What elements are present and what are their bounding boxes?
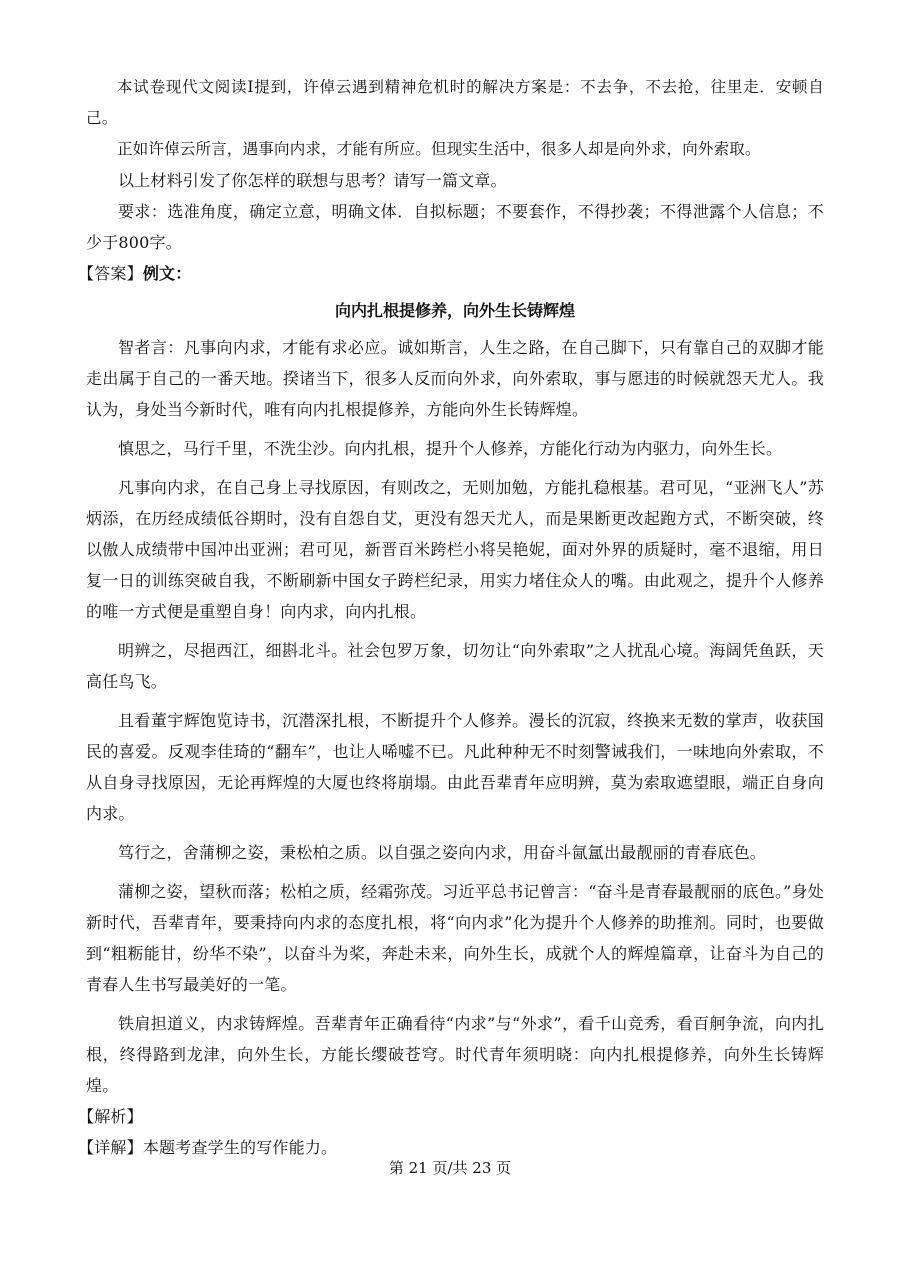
- essay-paragraph: 蒲柳之姿，望秋而落；松柏之质，经霜弥茂。习近平总书记曾言：“奋斗是青春最靓丽的底色。”身处新时代，吾辈青年，要秉持向内求的态度扎根，将“向内求”化为提升个人修养的助推剂。同时，也要做到“粗粝能甘，纷华不染”，以奋斗为桨，奔赴未来，向外生长，成就个人的辉煌篇章，让奋斗为自己的青春人生书写最美好的一笔。: [86, 882, 824, 994]
- essay-paragraph: 凡事向内求，在自己身上寻找原因，有则改之，无则加勉，方能扎稳根基。君可见，“亚洲飞人”苏炳添，在历经成绩低谷期时，没有自怨自艾，更没有怨天尤人，而是果断更改起跑方式，不断突破，终以傲人成绩带中国冲出亚洲；君可见，新晋百米跨栏小将吴艳妮，面对外界的质疑时，毫不退缩，用日复一日的训练突破自我，不断刷新中国女子跨栏纪录，用实力堵住众人的嘴。由此观之，提升个人修养的唯一方式便是重塑自身！向内求，向内扎根。: [86, 478, 824, 621]
- essay-paragraph: 笃行之，舍蒲柳之姿，秉松柏之质。以自强之姿向内求，用奋斗氤氲出最靓丽的青春底色。: [118, 843, 767, 862]
- essay-paragraph: 智者言：凡事向内求，才能有求必应。诚如斯言，人生之路，在自己脚下，只有靠自己的双脚才能走出属于自己的一番天地。揆诸当下，很多人反而向外求，向外索取，事与愿违的时候就怨天尤人。我认为，身处当今新时代，唯有向内扎根提修养，方能向外生长铸辉煌。: [86, 338, 824, 419]
- essay-paragraph: 且看董宇辉饱览诗书，沉潜深扎根，不断提升个人修养。漫长的沉寂，终换来无数的掌声，收获国民的喜爱。反观李佳琦的“翻车”，也让人唏嘘不已。凡此种种无不时刻警诫我们，一味地向外索取，不从自身寻找原因，无论再辉煌的大厦也终将崩塌。由此吾辈青年应明辨，莫为索取遮望眼，端正自身向内求。: [86, 711, 824, 823]
- answer-label: 【答案】: [78, 264, 143, 283]
- essay-paragraph: 明辨之，尽挹西江，细斟北斗。社会包罗万象，切勿让“向外索取”之人扰乱心境。海阔凭鱼跃，天高任鸟飞。: [86, 641, 824, 691]
- document-page: [78, 72, 824, 1163]
- detail-text: 本题考查学生的写作能力。: [142, 1138, 338, 1157]
- essay-title: 向内扎根提修养，向外生长铸辉煌: [334, 301, 575, 320]
- answer-heading: [78, 258, 824, 289]
- prompt-paragraph-1: 本试卷现代文阅读Ⅰ提到，许倬云遇到精神危机时的解决方案是：不去争，不去抢，往里走．安顿自己。: [86, 78, 824, 127]
- page-footer: 第 21 页/共 23 页: [388, 1159, 512, 1177]
- essay-paragraph: 铁肩担道义，内求铸辉煌。吾辈青年正确看待“内求”与“外求”，看千山竞秀，看百舸争流，向内扎根，终得路到龙津，向外生长，方能长缨破苍穹。时代青年须明晓：向内扎根提修养，向外生长铸辉煌。: [86, 1014, 824, 1095]
- prompt-requirements: 要求：选准角度，确定立意，明确文体．自拟标题；不要套作，不得抄袭；不得泄露个人信息；不少于800字。: [86, 202, 824, 252]
- analysis-label: 【解析】: [78, 1107, 143, 1126]
- prompt-paragraph-2: 正如许倬云所言，遇事向内求，才能有所应。但现实生活中，很多人却是向外求，向外索取。: [117, 140, 761, 158]
- prompt-paragraph-3: 以上材料引发了你怎样的联想与思考？请写一篇文章。: [118, 171, 507, 190]
- example-label: 例文：: [142, 264, 192, 283]
- essay-paragraph: 慎思之，马行千里，不洗尘沙。向内扎根，提升个人修养，方能化行动为内驱力，向外生长。: [118, 439, 783, 458]
- detail-label: 【详解】: [78, 1138, 143, 1157]
